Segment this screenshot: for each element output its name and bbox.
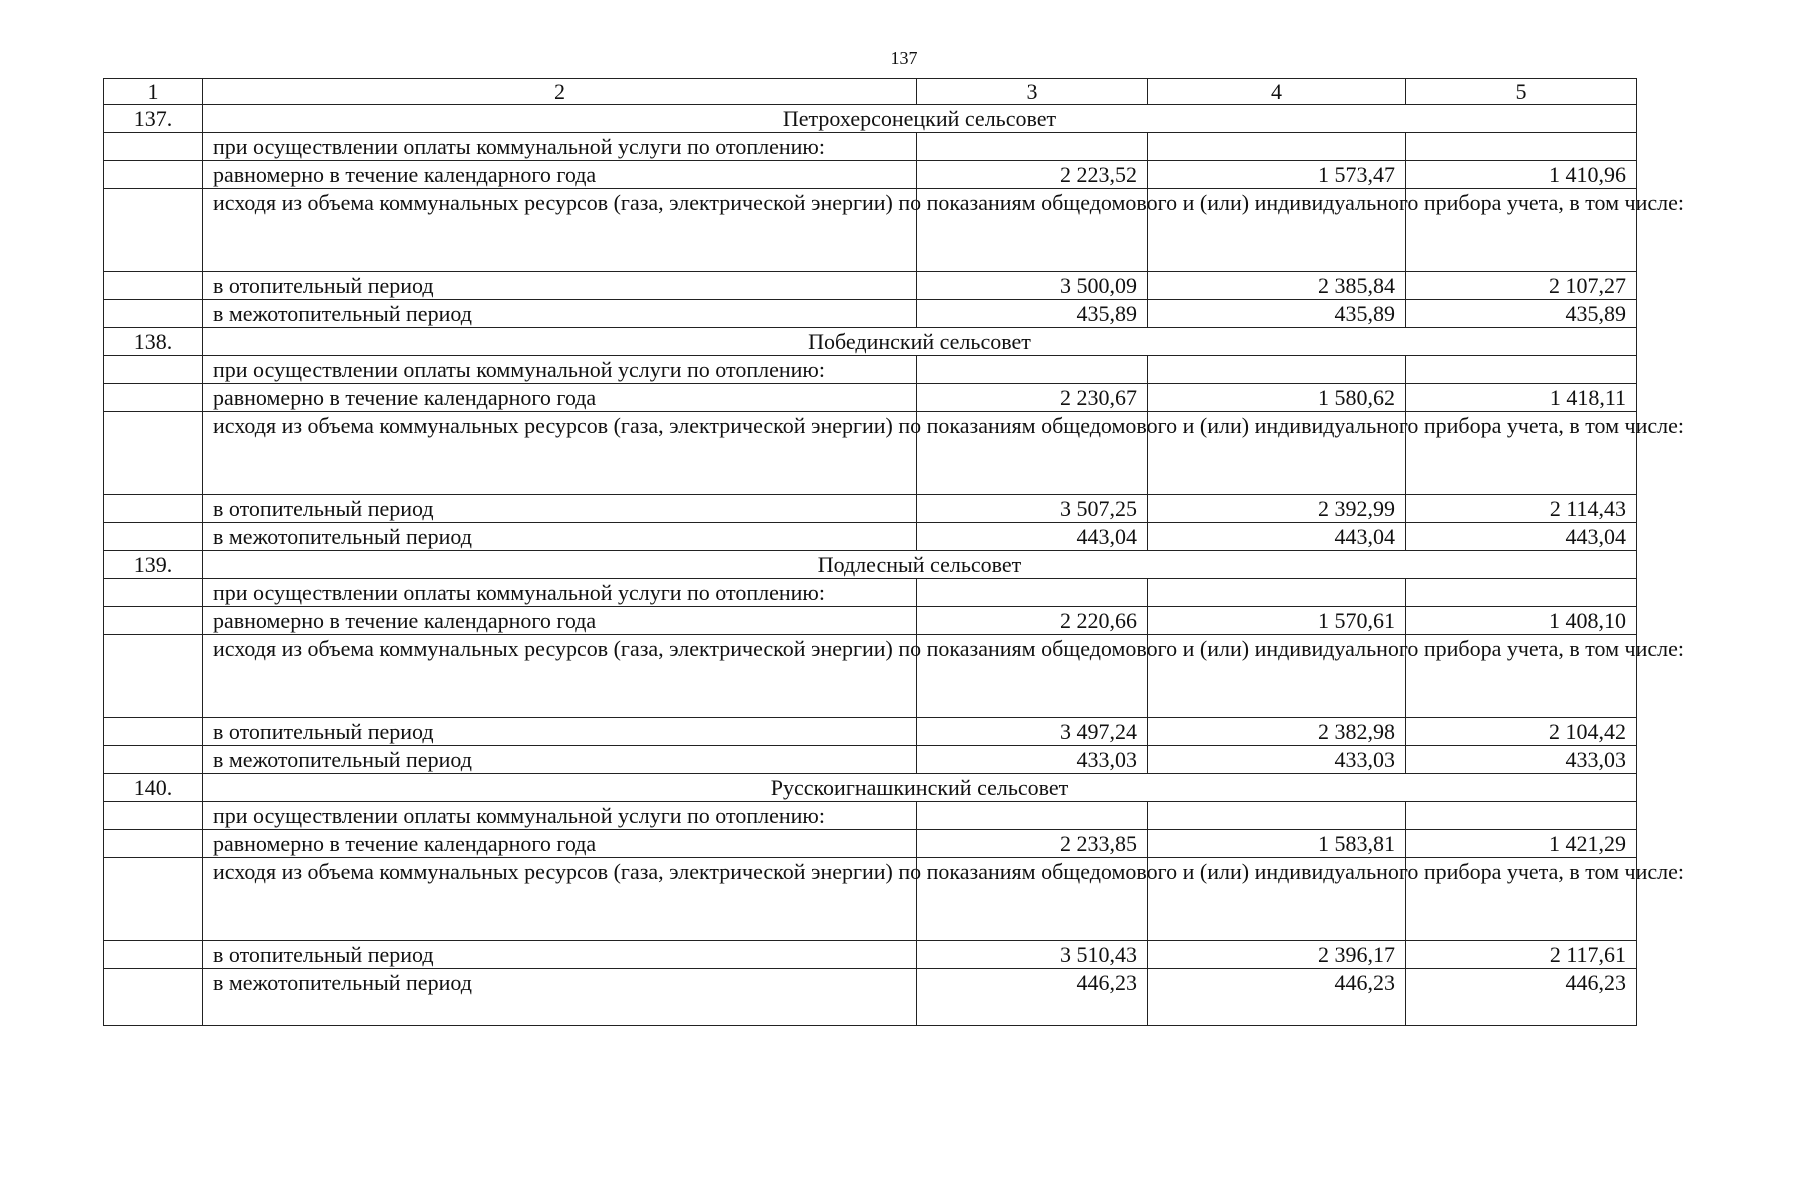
row-label: равномерно в течение календарного года: [203, 830, 917, 858]
column-number-cell: 4: [1148, 79, 1406, 105]
table-row: [104, 272, 1637, 300]
section-title-row: [104, 328, 1637, 356]
row-label: в отопительный период: [203, 941, 917, 969]
value-col-4: 1 573,47: [1148, 161, 1406, 189]
value-col-4: 1 580,62: [1148, 384, 1406, 412]
row-label: равномерно в течение календарного года: [203, 607, 917, 635]
table-row: [104, 189, 1637, 272]
value-col-5: 2 117,61: [1406, 941, 1637, 969]
value-col-3: 446,23: [917, 969, 1148, 1026]
value-col-4: [1148, 579, 1406, 607]
row-number-cell: [104, 830, 203, 858]
value-col-3: 2 220,66: [917, 607, 1148, 635]
section-title-row: [104, 774, 1637, 802]
row-number-cell: [104, 718, 203, 746]
row-number-cell: [104, 802, 203, 830]
column-number-cell: 3: [917, 79, 1148, 105]
row-number-cell: [104, 133, 203, 161]
row-number-cell: [104, 607, 203, 635]
column-number-row: [104, 79, 1637, 105]
table-row: [104, 635, 1637, 718]
row-label: в межотопительный период: [203, 523, 917, 551]
row-number-cell: [104, 941, 203, 969]
row-label: в отопительный период: [203, 495, 917, 523]
value-col-4: 1 583,81: [1148, 830, 1406, 858]
value-col-5: 433,03: [1406, 746, 1637, 774]
value-col-5: [1406, 133, 1637, 161]
table-row: [104, 858, 1637, 941]
row-number-cell: [104, 189, 203, 272]
value-col-3: [917, 133, 1148, 161]
section-title: Подлесный сельсовет: [203, 551, 1637, 579]
value-col-3: [917, 802, 1148, 830]
value-col-4: 2 396,17: [1148, 941, 1406, 969]
row-label: при осуществлении оплаты коммунальной услуги по отоплению:: [203, 356, 917, 384]
row-label: исходя из объема коммунальных ресурсов (газа, электрической энергии) по показаниям общедомового и (или) индивидуального прибора учета, в том числе:: [203, 635, 917, 718]
row-number-cell: [104, 272, 203, 300]
value-col-4: 2 392,99: [1148, 495, 1406, 523]
value-col-4: 435,89: [1148, 300, 1406, 328]
value-col-3: [917, 579, 1148, 607]
section-title-row: [104, 551, 1637, 579]
row-number-cell: [104, 495, 203, 523]
row-number-cell: [104, 300, 203, 328]
section-title: Петрохерсонецкий сельсовет: [203, 105, 1637, 133]
value-col-4: 446,23: [1148, 969, 1406, 1026]
row-number-cell: [104, 356, 203, 384]
value-col-5: [1406, 802, 1637, 830]
table-row: [104, 412, 1637, 495]
row-number-cell: [104, 746, 203, 774]
table-row: [104, 579, 1637, 607]
table-row: [104, 746, 1637, 774]
value-col-4: 433,03: [1148, 746, 1406, 774]
value-col-3: 3 497,24: [917, 718, 1148, 746]
value-col-4: [1148, 133, 1406, 161]
row-number-cell: [104, 161, 203, 189]
table-row: [104, 802, 1637, 830]
row-label: в отопительный период: [203, 272, 917, 300]
value-col-5: 1 418,11: [1406, 384, 1637, 412]
value-col-3: 3 507,25: [917, 495, 1148, 523]
row-number-cell: [104, 412, 203, 495]
table-row: [104, 356, 1637, 384]
row-label: равномерно в течение календарного года: [203, 384, 917, 412]
section-title-row: [104, 105, 1637, 133]
value-col-4: 1 570,61: [1148, 607, 1406, 635]
table-row: [104, 161, 1637, 189]
section-number: 140.: [104, 774, 203, 802]
row-label: в межотопительный период: [203, 300, 917, 328]
row-number-cell: [104, 635, 203, 718]
row-label: исходя из объема коммунальных ресурсов (газа, электрической энергии) по показаниям общедомового и (или) индивидуального прибора учета, в том числе:: [203, 858, 917, 941]
section-title: Русскоигнашкинский сельсовет: [203, 774, 1637, 802]
row-label: равномерно в течение календарного года: [203, 161, 917, 189]
row-number-cell: [104, 523, 203, 551]
section-number: 137.: [104, 105, 203, 133]
value-col-3: 2 233,85: [917, 830, 1148, 858]
value-col-5: 443,04: [1406, 523, 1637, 551]
value-col-3: 3 510,43: [917, 941, 1148, 969]
column-number-cell: 1: [104, 79, 203, 105]
value-col-4: 443,04: [1148, 523, 1406, 551]
column-number-cell: 2: [203, 79, 917, 105]
row-label: исходя из объема коммунальных ресурсов (газа, электрической энергии) по показаниям общедомового и (или) индивидуального прибора учета, в том числе:: [203, 189, 917, 272]
row-label: при осуществлении оплаты коммунальной услуги по отоплению:: [203, 133, 917, 161]
value-col-3: [917, 356, 1148, 384]
value-col-3: 3 500,09: [917, 272, 1148, 300]
value-col-5: 1 410,96: [1406, 161, 1637, 189]
value-col-5: 1 408,10: [1406, 607, 1637, 635]
value-col-5: 2 104,42: [1406, 718, 1637, 746]
value-col-5: 2 114,43: [1406, 495, 1637, 523]
value-col-4: 2 385,84: [1148, 272, 1406, 300]
value-col-5: 2 107,27: [1406, 272, 1637, 300]
value-col-5: 1 421,29: [1406, 830, 1637, 858]
table-row: [104, 384, 1637, 412]
row-label: исходя из объема коммунальных ресурсов (газа, электрической энергии) по показаниям общедомового и (или) индивидуального прибора учета, в том числе:: [203, 412, 917, 495]
row-number-cell: [104, 579, 203, 607]
value-col-3: 443,04: [917, 523, 1148, 551]
row-label: при осуществлении оплаты коммунальной услуги по отоплению:: [203, 579, 917, 607]
tariff-table: [103, 78, 1685, 1026]
value-col-5: 435,89: [1406, 300, 1637, 328]
value-col-5: [1406, 579, 1637, 607]
row-label: в межотопительный период: [203, 746, 917, 774]
value-col-3: 433,03: [917, 746, 1148, 774]
table-row: [104, 718, 1637, 746]
table-row: [104, 495, 1637, 523]
row-label: при осуществлении оплаты коммунальной услуги по отоплению:: [203, 802, 917, 830]
row-number-cell: [104, 858, 203, 941]
row-number-cell: [104, 969, 203, 1026]
value-col-4: 2 382,98: [1148, 718, 1406, 746]
row-label: в отопительный период: [203, 718, 917, 746]
section-number: 139.: [104, 551, 203, 579]
row-number-cell: [104, 384, 203, 412]
column-number-cell: 5: [1406, 79, 1637, 105]
table-row: [104, 300, 1637, 328]
row-label: в межотопительный период: [203, 969, 917, 1026]
value-col-3: 2 230,67: [917, 384, 1148, 412]
table-row: [104, 523, 1637, 551]
value-col-3: 2 223,52: [917, 161, 1148, 189]
value-col-5: [1406, 356, 1637, 384]
table-row: [104, 133, 1637, 161]
section-title: Побединский сельсовет: [203, 328, 1637, 356]
table-row: [104, 969, 1637, 1026]
section-number: 138.: [104, 328, 203, 356]
value-col-3: 435,89: [917, 300, 1148, 328]
value-col-5: 446,23: [1406, 969, 1637, 1026]
table-row: [104, 830, 1637, 858]
page-number: 137: [890, 48, 918, 68]
value-col-4: [1148, 356, 1406, 384]
table-row: [104, 607, 1637, 635]
value-col-4: [1148, 802, 1406, 830]
table-row: [104, 941, 1637, 969]
